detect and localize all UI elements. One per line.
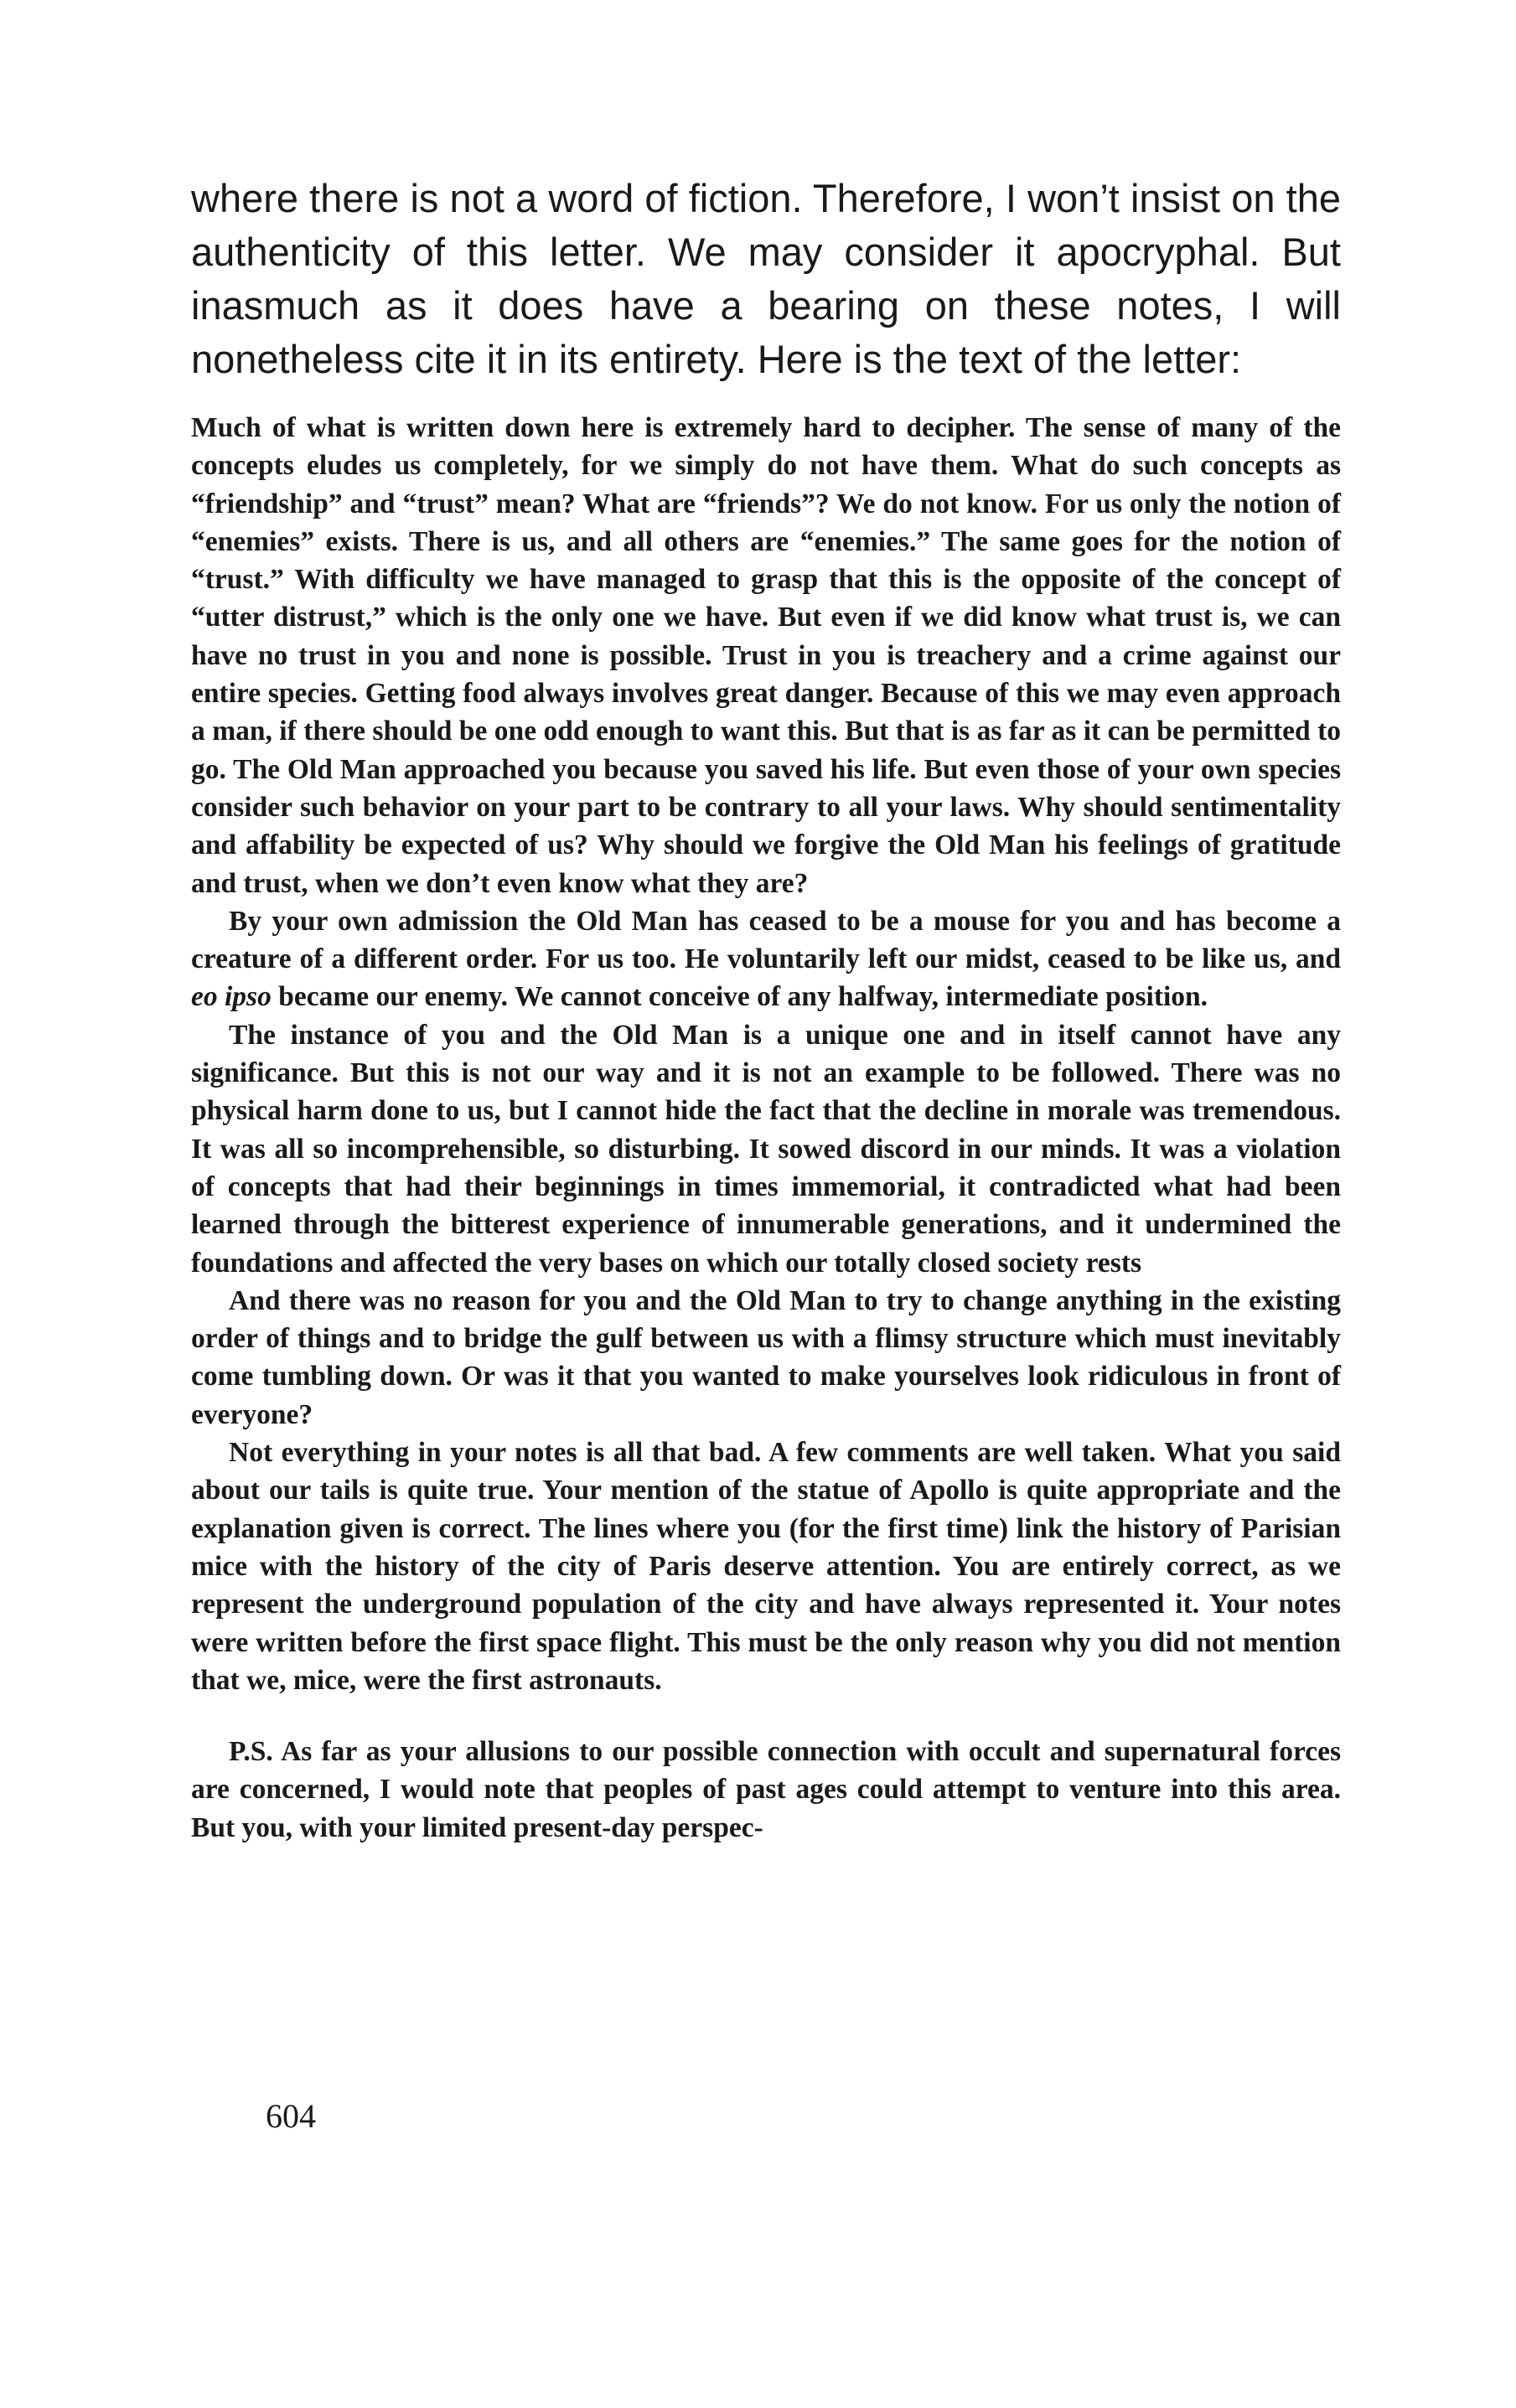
intro-paragraph: where there is not a word of fiction. Therefore, I won’t insist on the authenticity of this letter. We may consider it apocryphal. But inasmuch as it does have a bearing on these notes, I will nonetheless cite it in its entirety. Here is the text of the letter: <box>191 176 1341 381</box>
letter-paragraph-4: And there was no reason for you and the Old Man to try to change anything in the existing order of things and to bridge the gulf between us with a flimsy structure which must inevitably come tumbling down. Or was it that you wanted to make yourselves look ridiculous in front of everyone? <box>191 1284 1341 1430</box>
page-number: 604 <box>266 2097 316 2135</box>
letter-text <box>191 409 1341 1847</box>
letter-paragraph-2-start: By your own admission the Old Man has ceased to be a mouse for you and has become a creature of a different order. For us too. He voluntarily left our midst, ceased to be like us, and <box>191 905 1341 975</box>
postscript: P.S. As far as your allusions to our possible connection with occult and supernatural forces are concerned, I would note that peoples of past ages could attempt to venture into this area. But you, with your limited present-day perspec- <box>191 1736 1341 1843</box>
letter-paragraph-2-end: became our enemy. We cannot conceive of any halfway, intermediate position. <box>271 981 1208 1013</box>
letter-paragraph-3: The instance of you and the Old Man is a unique one and in itself cannot have any significance. But this is not our way and it is not an example to be followed. There was no physical harm done to us, but I cannot hide the fact that the decline in morale was tremendous. It was all so incomprehensible, so disturbing. It sowed discord in our minds. It was a violation of concepts that had their beginnings in times immemorial, it contradicted what had been learned through the bitterest experience of innumerable generations, and it undermined the foundations and affected the very bases on which our totally closed society rests <box>191 1019 1341 1279</box>
letter-paragraph-5: Not everything in your notes is all that bad. A few comments are well taken. What you said about our tails is quite true. Your mention of the statue of Apollo is quite appropriate and the explanation given is correct. The lines where you (for the first time) link the history of Parisian mice with the history of the city of Paris deserve attention. You are entirely correct, as we represent the underground population of the city and have always represented it. Your notes were written before the first space flight. This must be the only reason why you did not mention that we, mice, were the first astronauts. <box>191 1437 1341 1696</box>
letter-paragraph-2 <box>191 902 1341 1016</box>
letter-paragraph-1: Much of what is written down here is extremely hard to decipher. The sense of many of the concepts eludes us completely, for we simply do not have them. What do such concepts as “friendship” and “trust” mean? What are “friends”? We do not know. For us only the notion of “enemies” exists. There is us, and all others are “enemies.” The same goes for the notion of “trust.” With difficulty we have managed to grasp that this is the opposite of the concept of “utter distrust,” which is the only one we have. But even if we did know what trust is, we can have no trust in you and none is possible. Trust in you is treachery and a crime against our entire species. Getting food always involves great danger. Because of this we may even approach a man, if there should be one odd enough to want this. But that is as far as it can be permitted to go. The Old Man approached you because you saved his life. But even those of your own species consider such behavior on your part to be contrary to all your laws. Why should sentimentality and affability be expected of us? Why should we forgive the Old Man his feelings of gratitude and trust, when we don’t even know what they are? <box>191 412 1341 899</box>
latin-phrase: eo ipso <box>191 981 272 1013</box>
